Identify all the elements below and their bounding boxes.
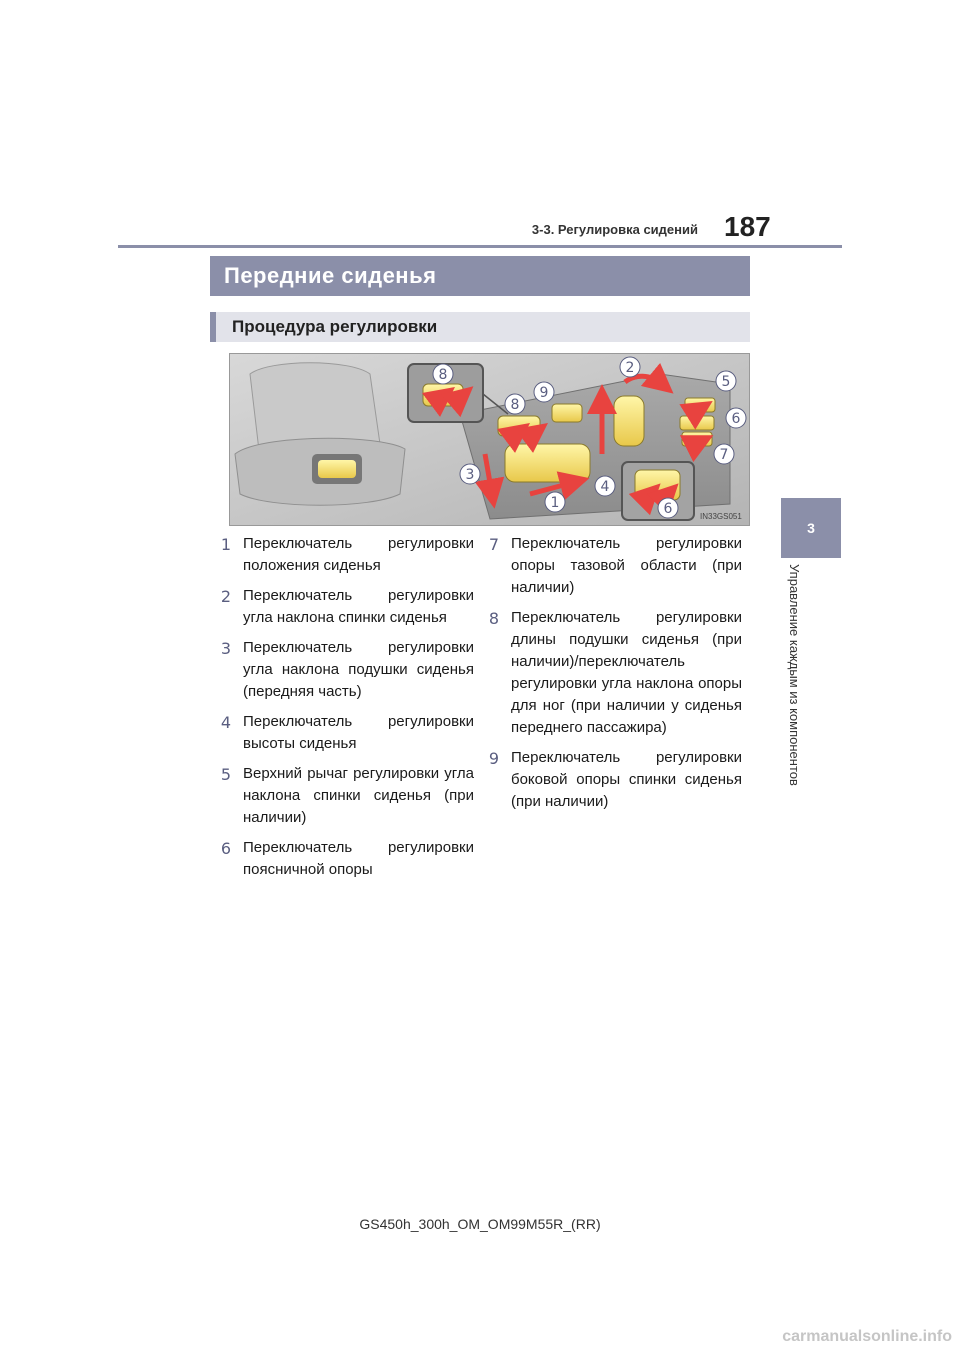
svg-text:5: 5 [721, 374, 731, 390]
item-number: 1 [220, 535, 232, 554]
svg-text:2: 2 [625, 360, 635, 376]
chapter-tab: 3 [781, 498, 841, 558]
list-item [218, 585, 474, 629]
item-text: Верхний рычаг регулировки угла наклона спинки сиденья (при наличии) [243, 765, 474, 826]
section-title: Передние сиденья [210, 256, 750, 296]
callout-9 [534, 382, 554, 402]
item-text: Переключатель регулировки поясничной опоры [243, 839, 474, 878]
switch-1-main [505, 444, 590, 482]
items-left-column [218, 533, 474, 889]
seat-controls-figure [229, 353, 750, 526]
callout-1 [545, 492, 565, 512]
callout-6 [726, 408, 746, 428]
callout-2 [620, 357, 640, 377]
list-item [218, 533, 474, 577]
item-text: Переключатель регулировки боковой опоры спинки сиденья (при наличии) [511, 749, 742, 810]
callout-8 [505, 394, 525, 414]
list-item [486, 607, 742, 739]
callout-3 [460, 464, 480, 484]
switch-9 [552, 404, 582, 422]
items-right-column [486, 533, 742, 821]
svg-text:7: 7 [719, 447, 729, 463]
item-text: Переключатель регулировки положения сиденья [243, 535, 474, 574]
svg-text:9: 9 [539, 385, 549, 401]
list-item [486, 533, 742, 599]
list-item [486, 747, 742, 813]
watermark: carmanualsonline.info [782, 1328, 952, 1345]
item-number: 7 [488, 535, 500, 554]
svg-text:6: 6 [663, 501, 673, 517]
switch-6-inset [635, 470, 680, 500]
svg-text:8: 8 [438, 367, 448, 383]
callout-8-top [433, 364, 453, 384]
item-text: Переключатель регулировки опоры тазовой области (при наличии) [511, 535, 742, 596]
item-number: 3 [220, 639, 232, 658]
list-item [218, 711, 474, 755]
subsection-title: Процедура регулировки [210, 312, 750, 342]
header-divider [118, 245, 842, 248]
item-number: 2 [220, 587, 232, 606]
svg-text:4: 4 [600, 479, 610, 495]
item-number: 4 [220, 713, 232, 732]
svg-text:8: 8 [510, 397, 520, 413]
list-item [218, 837, 474, 881]
switch-2-backrest [614, 396, 644, 446]
svg-text:1: 1 [550, 495, 560, 511]
chapter-title: Управление каждым из компонентов [787, 564, 802, 786]
list-item [218, 637, 474, 703]
item-number: 5 [220, 765, 232, 784]
header-section-title: 3-3. Регулировка сидений [531, 222, 698, 237]
list-item [218, 763, 474, 829]
item-number: 6 [220, 839, 232, 858]
item-number: 9 [488, 749, 500, 768]
item-number: 8 [488, 609, 500, 628]
callout-5 [716, 371, 736, 391]
item-text: Переключатель регулировки высоты сиденья [243, 713, 474, 752]
item-text: Переключатель регулировки угла наклона подушки сиденья (передняя часть) [243, 639, 474, 700]
figure-code: IN33GS051 [700, 512, 742, 521]
page-number: 187 [724, 211, 771, 242]
callout-4 [595, 476, 615, 496]
svg-text:6: 6 [731, 411, 741, 427]
footer-manual-code: GS450h_300h_OM_OM99M55R_(RR) [359, 1216, 601, 1232]
callout-7 [714, 444, 734, 464]
callout-6-inset [658, 498, 678, 518]
item-text: Переключатель регулировки угла наклона спинки сиденья [243, 587, 474, 626]
svg-text:3: 3 [465, 467, 475, 483]
item-text: Переключатель регулировки длины подушки сиденья (при наличии)/переключатель регулировки угла наклона опоры для ног (при наличии у сиденья переднего пассажира) [511, 609, 742, 736]
switch-6 [680, 416, 714, 430]
